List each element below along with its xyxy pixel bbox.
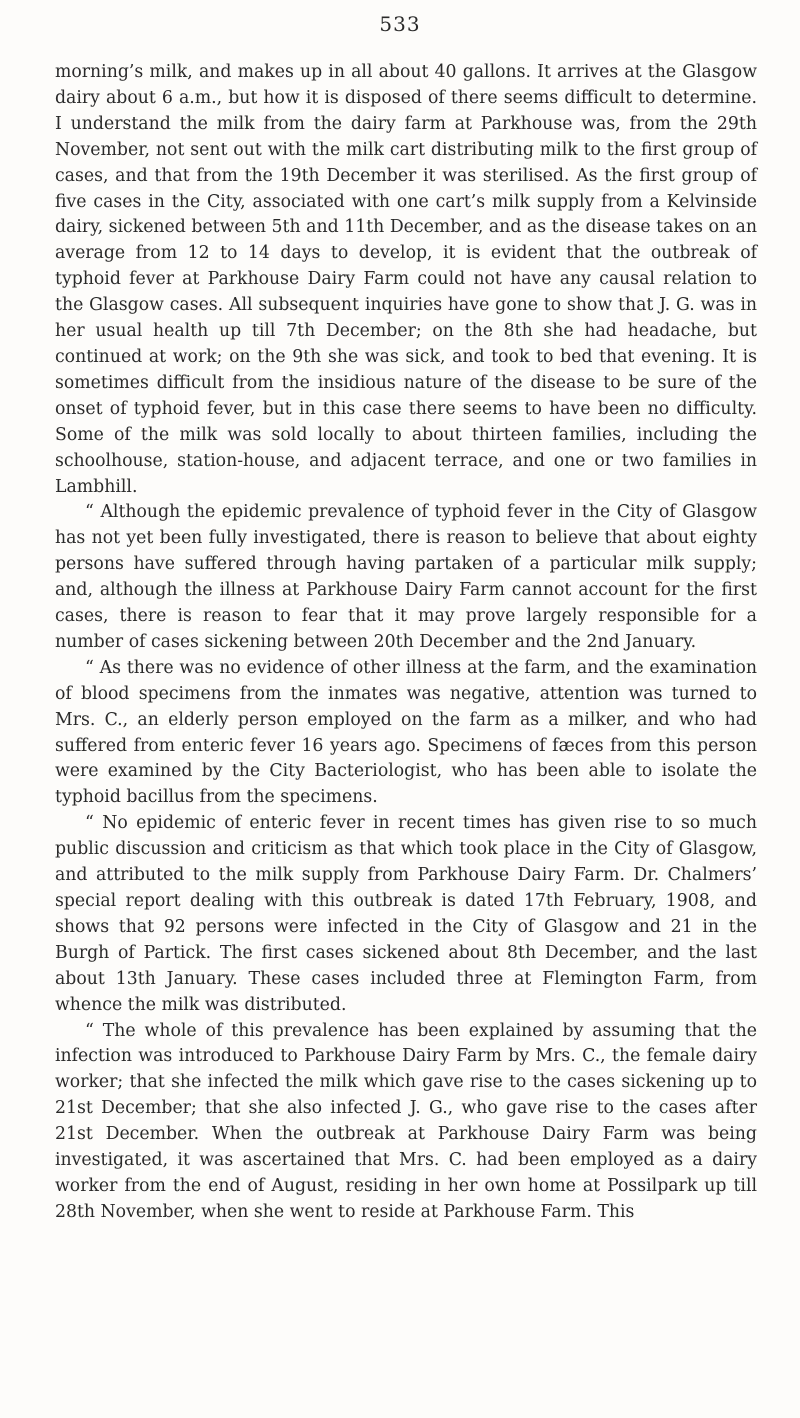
page-number: 533 [379,12,421,36]
paragraph-5: “ The whole of this prevalence has been explained by assuming that the infection was introduced to Parkhouse Dairy Farm by Mrs. C., the female dairy worker; that she infected the milk which gave rise to the cases sickening up to 21st December; that she also infected J. G., who gave rise to the cases after 21st December. When the outbreak at Parkhouse Dairy Farm was being investigated, it was ascertained that Mrs. C. had been employed as a dairy worker from the end of August, residing in her own home at Possilpark up till 28th November, when she went to reside at Parkhouse Farm. This [55,1020,757,1222]
paragraph-1: morning’s milk, and makes up in all about 40 gallons. It arrives at the Glasgow dairy about 6 a.m., but how it is disposed of there seems difficult to determine. I understand the milk from the dairy farm at Parkhouse was, from the 29th November, not sent out with the milk cart distributing milk to the first group of cases, and that from the 19th December it was sterilised. As the first group of five cases in the City, associated with one cart’s milk supply from a Kelvinside dairy, sickened between 5th and 11th December, and as the disease takes on an average from 12 to 14 days to develop, it is evident that the outbreak of typhoid fever at Parkhouse Dairy Farm could not have any causal relation to the Glasgow cases. All subsequent inquiries have gone to show that J. G. was in her usual health up till 7th December; on the 8th she had headache, but continued at work; on the 9th she was sick, and took to bed that evening. It is sometimes difficult from the insidious nature of the disease to be sure of the onset of typhoid fever, but in this case there seems to have been no difficulty. Some of the milk was sold locally to about thirteen families, including the schoolhouse, station-house, and adjacent terrace, and one or two families in Lambhill. [55,62,757,497]
paragraph-2: “ Although the epidemic prevalence of typhoid fever in the City of Glasgow has not yet been fully investigated, there is reason to believe that about eighty persons have suffered through having partaken of a particular milk supply; and, although the illness at Parkhouse Dairy Farm cannot account for the first cases, there is reason to fear that it may prove largely responsible for a number of cases sickening between 20th December and the 2nd January. [55,502,757,652]
body-text [55,60,757,1226]
paragraph-3: “ As there was no evidence of other illness at the farm, and the examination of blood specimens from the inmates was negative, attention was turned to Mrs. C., an elderly person employed on the farm as a milker, and who had suffered from enteric fever 16 years ago. Specimens of fæces from this person were examined by the City Bacteriologist, who has been able to isolate the typhoid bacillus from the specimens. [55,657,757,808]
paragraph-4: “ No epidemic of enteric fever in recent times has given rise to so much public discussion and criticism as that which took place in the City of Glasgow, and attributed to the milk supply from Parkhouse Dairy Farm. Dr. Chalmers’ special report dealing with this outbreak is dated 17th February, 1908, and shows that 92 persons were infected in the City of Glasgow and 21 in the Burgh of Partick. The first cases sickened about 8th December, and the last about 13th January. These cases included three at Flemington Farm, from whence the milk was distributed. [55,813,757,1015]
